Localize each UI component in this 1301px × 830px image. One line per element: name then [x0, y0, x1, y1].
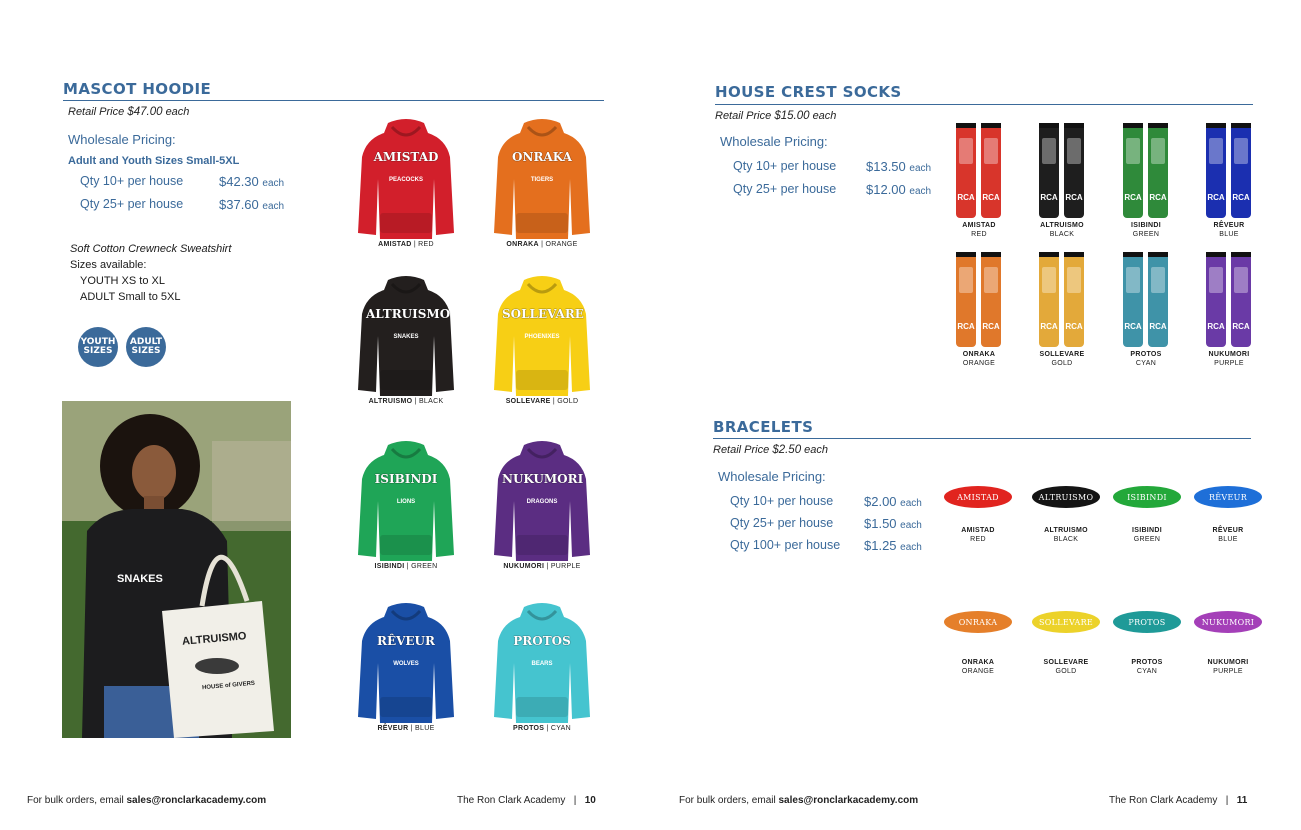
hoodie-print-mascot: BEARS [531, 661, 553, 667]
model-photo [62, 401, 291, 738]
sock-body: RCA [1064, 252, 1084, 347]
youth-size-range: YOUTH XS to XL [80, 275, 165, 287]
bracelet-caption: AMISTAD RED [961, 527, 995, 543]
socks-wholesale-heading: Wholesale Pricing: [720, 134, 828, 149]
hoodie-caption: NUKUMORI | PURPLE [503, 563, 581, 570]
hoodie-tier-2-label: Qty 25+ per house [80, 197, 184, 211]
sock-body: RCA [981, 252, 1001, 347]
bracelets-title: BRACELETS [713, 418, 814, 436]
hoodie-caption: ONRAKA | ORANGE [506, 241, 578, 248]
hoodie-caption: AMISTAD | RED [378, 241, 434, 248]
hoodie-sizes-heading: Adult and Youth Sizes Small-5XL [68, 155, 240, 167]
sock-body: RCA [1206, 123, 1226, 218]
bracelet-band: ALTRUISMO [1032, 486, 1100, 508]
bracelet-caption: SOLLEVARE GOLD [1043, 659, 1089, 675]
bracelets-tier-2-label: Qty 25+ per house [730, 516, 834, 530]
sock-caption: NUKUMORI PURPLE [1208, 351, 1250, 367]
sock-body: RCA [1148, 252, 1168, 347]
bracelets-tier-3-price: $1.25 each [864, 538, 922, 553]
sock-body: RCA [1123, 123, 1143, 218]
bracelet-caption: NUKUMORI PURPLE [1207, 659, 1249, 675]
hoodie-print-house: PROTOS [513, 634, 571, 648]
bracelet-band: ONRAKA [944, 611, 1012, 633]
socks-tier-1-price: $13.50 each [866, 159, 932, 174]
hoodie-print-house: RÊVEUR [376, 634, 435, 648]
hoodie-tier-1-price: $42.30 each [219, 174, 285, 189]
hoodie-3 [494, 274, 590, 405]
socks-title-rule [715, 104, 1253, 105]
sock-caption: ISIBINDI GREEN [1130, 222, 1161, 238]
sock-body: RCA [956, 123, 976, 218]
sock-caption: PROTOS CYAN [1130, 351, 1162, 367]
left-footer-email-link[interactable]: sales@ronclarkacademy.com [126, 795, 267, 806]
hoodie-print-mascot: PHOENIXES [524, 334, 560, 340]
hoodie-print-mascot: TIGERS [530, 177, 554, 183]
bracelet-caption: ALTRUISMO BLACK [1044, 527, 1088, 543]
sock-body: RCA [981, 123, 1001, 218]
hoodie-caption: SOLLEVARE | GOLD [505, 398, 579, 405]
right-footer-email: For bulk orders, email sales@ronclarkacademy.com [679, 795, 919, 806]
right-footer-brand: The Ron Clark Academy | 11 [1109, 795, 1248, 806]
bracelets-tier-2-price: $1.50 each [864, 516, 922, 531]
hoodie-title-rule [63, 100, 604, 101]
hoodie-title: MASCOT HOODIE [63, 80, 212, 98]
sock-body: RCA [1206, 252, 1226, 347]
hoodie-5 [494, 439, 590, 570]
left-footer-email: For bulk orders, email sales@ronclarkacademy.com [27, 795, 267, 806]
hoodie-print-house: AMISTAD [373, 150, 439, 164]
sock-body: RCA [1123, 252, 1143, 347]
hoodie-6 [358, 601, 454, 732]
sock-body: RCA [956, 252, 976, 347]
socks-title: HOUSE CREST SOCKS [715, 83, 902, 101]
bracelet-band: RÊVEUR [1194, 486, 1262, 508]
hoodie-1 [494, 117, 590, 248]
bracelets-retail-price: Retail Price $2.50 each [713, 444, 829, 456]
socks-tier-2-price: $12.00 each [866, 182, 932, 197]
hoodie-0 [358, 117, 454, 248]
bracelets-title-rule [713, 438, 1251, 439]
left-page-number: 10 [584, 795, 596, 806]
socks-retail-price: Retail Price $15.00 each [715, 110, 837, 122]
socks-tier-2-label: Qty 25+ per house [733, 182, 837, 196]
hoodie-tier-1-label: Qty 10+ per house [80, 174, 184, 188]
hoodie-2 [358, 274, 454, 405]
hoodie-print-mascot: SNAKES [393, 334, 419, 340]
hoodie-caption: ISIBINDI | GREEN [374, 563, 438, 570]
hoodie-print-mascot: PEACOCKS [388, 177, 423, 183]
hoodie-print-house: ISIBINDI [374, 472, 438, 486]
hoodie-print-mascot: DRAGONS [526, 499, 558, 505]
bracelet-caption: PROTOS CYAN [1131, 659, 1163, 675]
sock-caption: ALTRUISMO BLACK [1040, 222, 1084, 238]
youth-sizes-badge[interactable]: YOUTH SIZES [78, 327, 118, 367]
photo-bag-subtext: HOUSE of GIVERS [201, 680, 256, 692]
sock-caption: AMISTAD RED [962, 222, 996, 238]
sock-caption: SOLLEVARE GOLD [1039, 351, 1085, 367]
hoodie-print-house: ALTRUISMO [366, 307, 451, 321]
adult-size-range: ADULT Small to 5XL [80, 291, 181, 303]
bracelets-tier-1-price: $2.00 each [864, 494, 922, 509]
hoodie-4 [358, 439, 454, 570]
bracelet-caption: ONRAKA ORANGE [961, 659, 995, 675]
sock-body: RCA [1039, 123, 1059, 218]
bracelet-caption: RÊVEUR BLUE [1212, 527, 1244, 543]
hoodie-caption: PROTOS | CYAN [513, 725, 571, 732]
sock-body: RCA [1231, 123, 1251, 218]
bracelet-band: SOLLEVARE [1032, 611, 1100, 633]
sizes-available-label: Sizes available: [70, 259, 147, 271]
photo-bag-text: ALTRUISMO [181, 630, 247, 648]
sock-body: RCA [1231, 252, 1251, 347]
hoodie-print-house: NUKUMORI [502, 472, 584, 486]
right-footer-email-link[interactable]: sales@ronclarkacademy.com [778, 795, 919, 806]
bracelets-tier-1-label: Qty 10+ per house [730, 494, 834, 508]
sock-body: RCA [1039, 252, 1059, 347]
bracelet-band: PROTOS [1113, 611, 1181, 633]
bracelets-wholesale-heading: Wholesale Pricing: [718, 469, 826, 484]
hoodie-print-mascot: WOLVES [393, 661, 419, 667]
sweatshirt-description: Soft Cotton Crewneck Sweatshirt [70, 243, 232, 255]
sock-caption: RÊVEUR BLUE [1213, 222, 1245, 238]
socks-tier-1-label: Qty 10+ per house [733, 159, 837, 173]
bracelet-band: NUKUMORI [1194, 611, 1262, 633]
sock-body: RCA [1064, 123, 1084, 218]
sock-caption: ONRAKA ORANGE [962, 351, 996, 367]
right-page-number: 11 [1236, 795, 1248, 806]
bracelet-band: AMISTAD [944, 486, 1012, 508]
hoodie-print-house: SOLLEVARE [502, 307, 584, 321]
hoodie-retail-price: Retail Price $47.00 each [68, 106, 190, 118]
hoodie-wholesale-heading: Wholesale Pricing: [68, 132, 176, 147]
hoodie-tier-2-price: $37.60 each [219, 197, 285, 212]
hoodie-7 [494, 601, 590, 732]
hoodie-caption: ALTRUISMO | BLACK [368, 398, 444, 405]
sock-body: RCA [1148, 123, 1168, 218]
bracelet-band: ISIBINDI [1113, 486, 1181, 508]
hoodie-print-mascot: LIONS [396, 499, 416, 505]
bracelet-caption: ISIBINDI GREEN [1131, 527, 1162, 543]
photo-shirt-text: SNAKES [117, 573, 163, 585]
left-footer-brand: The Ron Clark Academy | 10 [457, 795, 596, 806]
adult-sizes-badge[interactable]: ADULT SIZES [126, 327, 166, 367]
model-photo-illustration [62, 401, 291, 738]
hoodie-print-house: ONRAKA [512, 150, 572, 164]
bracelets-tier-3-label: Qty 100+ per house [730, 538, 841, 552]
hoodie-caption: RÊVEUR | BLUE [377, 725, 435, 732]
